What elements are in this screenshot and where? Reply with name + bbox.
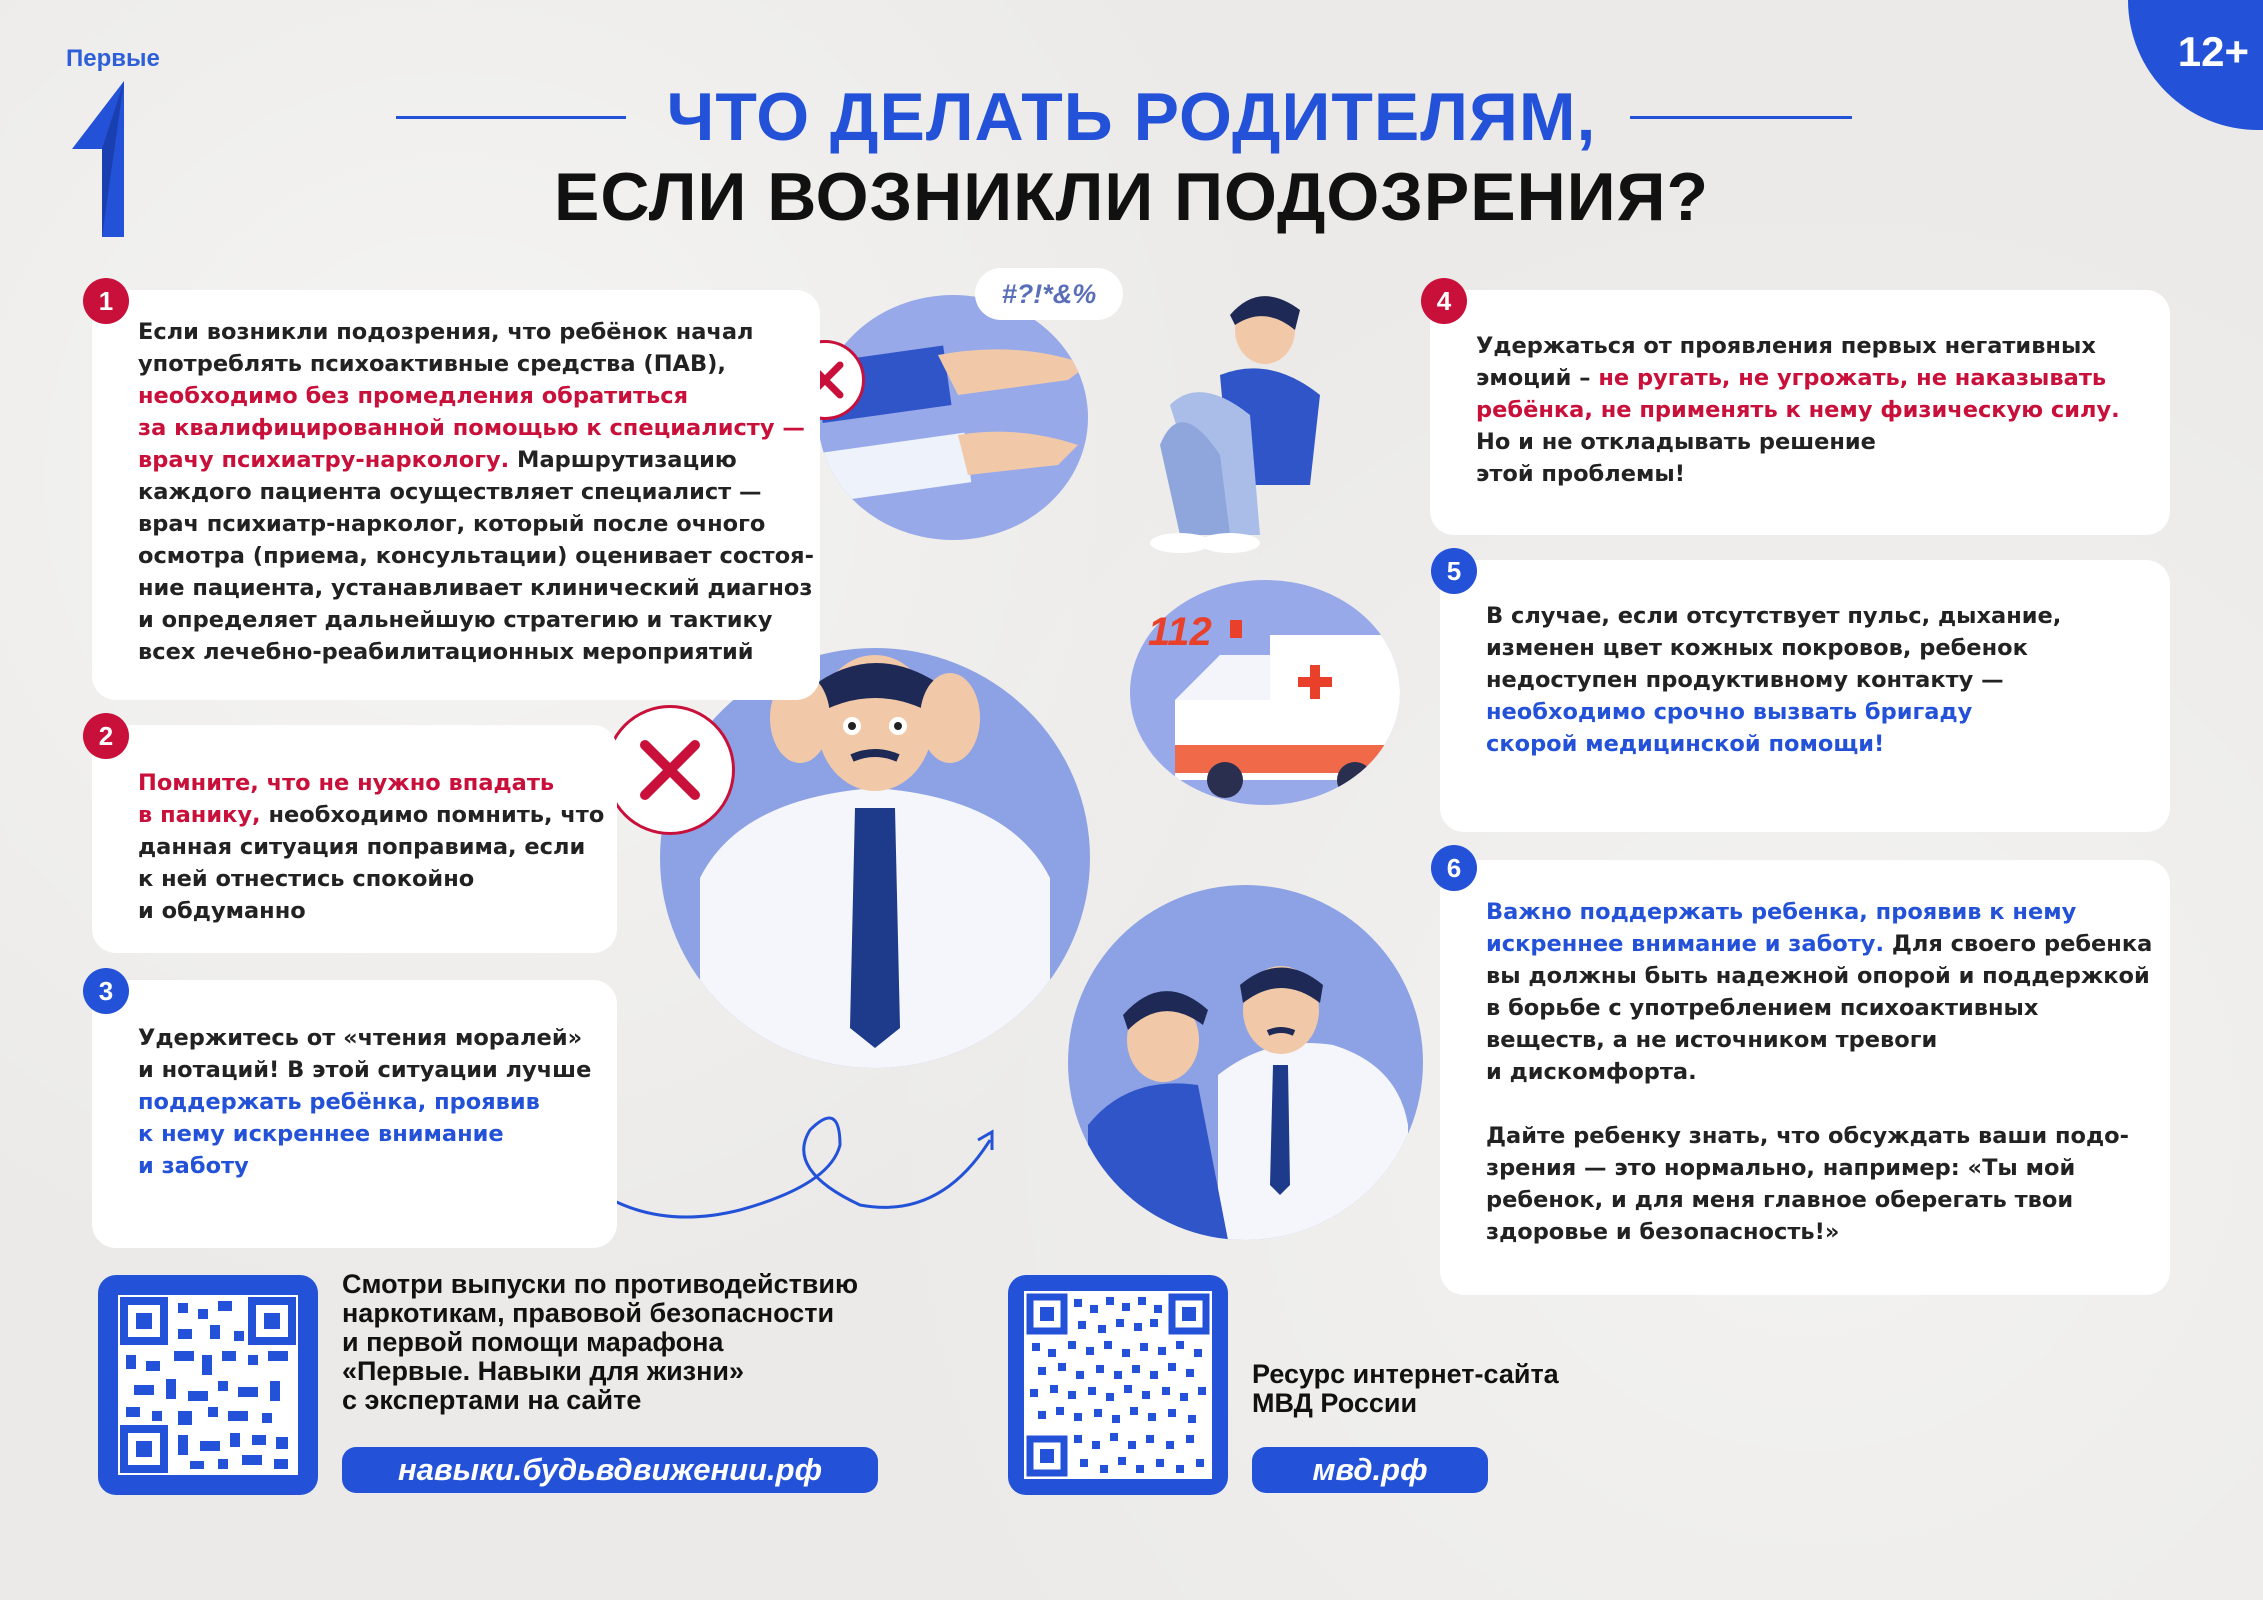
step-number-2: 2 [83, 713, 129, 759]
qr-code-right[interactable] [1008, 1275, 1228, 1495]
sitting-boy-illustration [1120, 285, 1350, 555]
parent-child-illustration [1068, 885, 1423, 1240]
step-2-text [138, 767, 604, 927]
footer-left-line: с экспертами на сайте [342, 1385, 642, 1415]
step-4-line: эмоций – не ругать, не угрожать, не наказывать [1476, 365, 2107, 391]
page-title-line2: ЕСЛИ ВОЗНИКЛИ ПОДОЗРЕНИЯ? [553, 159, 1710, 235]
step-number-1: 1 [83, 278, 129, 324]
step-5-line: В случае, если отсутствует пульс, дыхание, [1486, 603, 2062, 629]
page-title-line1: ЧТО ДЕЛАТЬ РОДИТЕЛЯМ, [666, 79, 1597, 155]
step-card-1 [92, 290, 820, 700]
step-5-line: необходимо срочно вызвать бригаду [1486, 699, 1973, 725]
step-card-4 [1430, 290, 2170, 535]
footer-left-line: наркотикам, правовой безопасности [342, 1298, 835, 1328]
step-6-line: ребенок, и для меня главное оберегать твои [1486, 1187, 2074, 1213]
step-6-line: искреннее внимание и заботу. Для своего ребенка [1486, 931, 2153, 957]
step-number-4: 4 [1421, 278, 1467, 324]
step-3-line: Удержитесь от «чтения моралей» [138, 1025, 583, 1051]
footer-left-text [342, 1270, 858, 1415]
step-number-5: 5 [1431, 548, 1477, 594]
step-4-line: Но и не откладывать решение [1476, 429, 1876, 455]
step-card-5 [1440, 560, 2170, 832]
mvd-site-link[interactable]: мвд.рф [1252, 1447, 1488, 1493]
step-2-line: к ней отнестись спокойно [138, 866, 475, 892]
footer-right-text [1252, 1360, 1559, 1418]
step-2-line: и обдуманно [138, 898, 306, 924]
step-6-line: Дайте ребенку знать, что обсуждать ваши подо- [1486, 1123, 2129, 1149]
step-1-line: употреблять психоактивные средства (ПАВ), [138, 351, 726, 377]
step-1-line: и определяет дальнейшую стратегию и тактику [138, 607, 773, 633]
cross-mark-icon [605, 705, 735, 835]
footer-left-line: Смотри выпуски по противодействию [342, 1269, 859, 1299]
step-2-line: данная ситуация поправима, если [138, 834, 586, 860]
step-4-line: этой проблемы! [1476, 461, 1685, 487]
step-3-line: и нотаций! В этой ситуации лучше [138, 1057, 592, 1083]
footer-left-line: и первой помощи марафона [342, 1327, 724, 1357]
step-number-6: 6 [1431, 845, 1477, 891]
step-3-line: поддержать ребёнка, проявив [138, 1089, 540, 1115]
step-6-text [1486, 896, 2152, 1248]
step-card-2 [92, 725, 617, 953]
step-1-line: всех лечебно-реабилитационных мероприятий [138, 639, 754, 665]
step-1-text [138, 316, 814, 668]
step-card-3 [92, 980, 617, 1248]
pointing-hands-illustration [818, 295, 1088, 540]
step-3-text [138, 1022, 591, 1182]
step-1-line: осмотра (приема, консультации) оценивает состоя- [138, 543, 814, 569]
speech-bubble: #?!*&% [975, 268, 1123, 320]
step-1-line: ние пациента, устанавливает клинический диагноз [138, 575, 813, 601]
step-2-line: Помните, что не нужно впадать [138, 770, 555, 796]
step-5-line: скорой медицинской помощи! [1486, 731, 1885, 757]
logo-text: Первые [66, 45, 160, 72]
step-5-text [1486, 600, 2061, 760]
step-6-line: веществ, а не источником тревоги [1486, 1027, 1938, 1053]
step-6-line: зрения — это нормально, например: «Ты мой [1486, 1155, 2076, 1181]
footer-right-line: МВД России [1252, 1388, 1418, 1418]
step-2-line: в панику, необходимо помнить, что [138, 802, 605, 828]
step-1-line: необходимо без промедления обратиться [138, 383, 689, 409]
step-4-text [1476, 330, 2120, 490]
step-3-line: и заботу [138, 1153, 249, 1179]
step-1-line: за квалифицированной помощью к специалисту — [138, 415, 805, 441]
step-6-line: и дискомфорта. [1486, 1059, 1697, 1085]
skills-site-link[interactable]: навыки.будьвдвижении.рф [342, 1447, 878, 1493]
step-1-line: каждого пациента осуществляет специалист — [138, 479, 762, 505]
emergency-number: 112 [1148, 610, 1212, 654]
step-card-6 [1440, 860, 2170, 1295]
step-5-line: недоступен продуктивному контакту — [1486, 667, 2004, 693]
step-4-line: ребёнка, не применять к нему физическую силу. [1476, 397, 2120, 423]
step-6-line: вы должны быть надежной опорой и поддержкой [1486, 963, 2150, 989]
age-rating-badge: 12+ [2128, 0, 2263, 130]
step-6-spacer [1486, 1088, 2152, 1120]
step-number-3: 3 [83, 968, 129, 1014]
qr-code-icon [118, 1295, 298, 1475]
step-5-line: изменен цвет кожных покровов, ребенок [1486, 635, 2028, 661]
step-3-line: к нему искреннее внимание [138, 1121, 504, 1147]
footer-left-line: «Первые. Навыки для жизни» [342, 1356, 745, 1386]
qr-code-icon [1024, 1291, 1212, 1479]
step-1-line: врач психиатр-нарколог, который после очного [138, 511, 766, 537]
step-6-line: здоровье и безопасность!» [1486, 1219, 1840, 1245]
qr-code-left[interactable] [98, 1275, 318, 1495]
step-1-line: врачу психиатру-наркологу. Маршрутизацию [138, 447, 737, 473]
step-1-line: Если возникли подозрения, что ребёнок начал [138, 319, 754, 345]
step-6-line: в борьбе с употреблением психоактивных [1486, 995, 2039, 1021]
footer-right-line: Ресурс интернет-сайта [1252, 1359, 1559, 1389]
step-4-line: Удержаться от проявления первых негативных [1476, 333, 2096, 359]
step-6-line: Важно поддержать ребенка, проявив к нему [1486, 899, 2077, 925]
